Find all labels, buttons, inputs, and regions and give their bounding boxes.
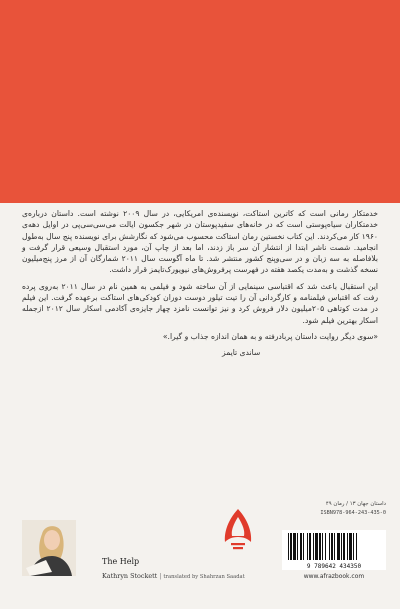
description-paragraph-2: این استقبال باعث شد که اقتباسی سینمایی از آن ساخته شود و فیلمی به همین نام در سال ۲۰۱۱ به‌روی پرده رفت که اقتباس فیلمنامه و کارگردانی آن را تیت تیلور دوست دوران کودکی‌های استاکت برعهده گرفت. این فیلم در مدت کوتاهی ۲۰۵میلیون دلار فروش کرد و نیز توانست نامزد چهار جایزه‌ی آکادمی اسکار سال ۲۰۱۲ ازجمله اسکار بهترین فیلم شود. bbox=[22, 281, 378, 325]
barcode-bar bbox=[325, 533, 326, 560]
barcode-bar bbox=[313, 533, 314, 560]
barcode-bar bbox=[329, 533, 330, 560]
barcode-bar bbox=[300, 533, 302, 560]
barcode-bar bbox=[290, 533, 292, 560]
barcode-bar bbox=[353, 533, 354, 560]
translator-credit: translated by Shahrzan Saadat bbox=[163, 574, 245, 580]
barcode-bar bbox=[319, 533, 321, 560]
credit-separator: | bbox=[159, 572, 162, 580]
description-paragraph-1: خدمتکار رمانی است که کاترین استاکت، نویسنده‌ی امریکایی، در سال ۲۰۰۹ نوشته است. داستان درباره‌ی خدمتکاران سیاه‌پوستی است که در خانه‌های سفیدپوستان در شهر جکسون ایالت می‌سی‌سی‌پی در اوایل دهه‌ی ۱۹۶۰ کار می‌کردند. این کتاب نخستین رمان استاکت محسوب می‌شود که نگارشش برای نویسنده پنج سال به‌طول انجامید. شصت ناشر ابتدا از انتشار آن سر باز زدند، اما بعد از چاپ آن، مورد استقبال وسیعی قرار گرفت و بلافاصله به سه زبان و در سی‌وپنج کشور منتشر شد. تا ماه آگوست سال ۲۰۱۱ شمارگان آن از مرز پنج‌میلیون نسخه گذشت و به‌مدت یکصد هفته در فهرست پرفروش‌های نیویورک‌تایمز قرار داشت. bbox=[22, 209, 378, 275]
barcode-bar bbox=[303, 533, 304, 560]
barcode-bar bbox=[297, 533, 298, 560]
barcode-bar bbox=[356, 533, 357, 560]
series-line: داستان جهان ۱۳ / رمان ۴۹ bbox=[325, 501, 386, 507]
barcode-bar bbox=[315, 533, 318, 560]
barcode-bar bbox=[331, 533, 333, 560]
barcode-number: 9 789642 434350 bbox=[306, 563, 362, 570]
barcode-bar bbox=[349, 533, 352, 560]
barcode-bar bbox=[322, 533, 323, 560]
publisher-website: www.afrazbook.com bbox=[303, 573, 365, 580]
barcode-bar bbox=[334, 533, 335, 560]
barcode-bar bbox=[347, 533, 348, 560]
book-credit bbox=[102, 572, 245, 580]
review-source: ساندی تایمز bbox=[222, 348, 261, 358]
back-cover-text bbox=[22, 208, 378, 364]
barcode-bar bbox=[337, 533, 340, 560]
author-portrait-icon bbox=[22, 520, 76, 576]
author-name: Kathryn Stockett bbox=[102, 572, 158, 580]
review-quote: «سوی دیگر روایت داستان پربادرفته و به همان اندازه جذاب و گیرا.» bbox=[162, 331, 378, 341]
book-title-en: The Help bbox=[102, 557, 140, 566]
isbn: ISBN978-964-243-435-0 bbox=[320, 510, 386, 516]
barcode-bar bbox=[309, 533, 311, 560]
publisher-logo bbox=[218, 506, 258, 552]
barcode-bar bbox=[343, 533, 345, 560]
barcode-bar bbox=[293, 533, 296, 560]
cover-color-band bbox=[0, 0, 400, 203]
publisher-info bbox=[282, 500, 386, 518]
barcode-bar bbox=[341, 533, 342, 560]
barcode bbox=[282, 530, 386, 570]
barcode-bar bbox=[288, 533, 289, 560]
barcode-bar bbox=[307, 533, 308, 560]
author-photo bbox=[22, 520, 76, 576]
